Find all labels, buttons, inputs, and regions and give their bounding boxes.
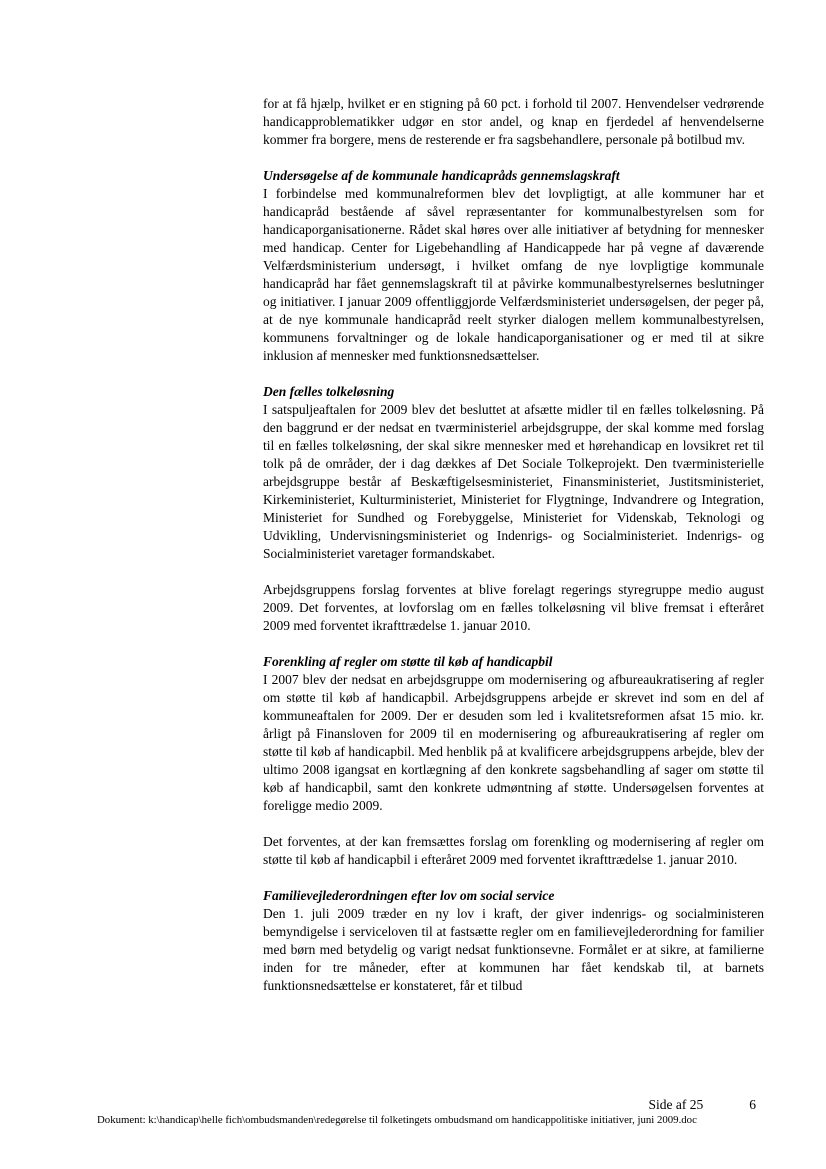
- section-heading: Familievejlederordningen efter lov om social service: [263, 888, 555, 903]
- page-number: 6: [749, 1097, 756, 1112]
- paragraph: I satspuljeaftalen for 2009 blev det besluttet at afsætte midler til en fælles tolkeløsning. På den baggrund er der nedsat en tværministeriel arbejdsgruppe, der skal komme med forslag til en fælles tolkeløsning, der skal sikre mennesker med et hørehandicap en lovsikret ret til tolk på de områder, der i dag dækkes af Det Sociale Tolkeprojekt. Den tværministerielle arbejdsgruppe består af Beskæftigelsesministeriet, Finansministeriet, Justitsministeriet, Kirkeministeriet, Kulturministeriet, Ministeriet for Flygtninge, Indvandrere og Integration, Ministeriet for Sundhed og Forebyggelse, Ministeriet for Videnskab, Teknologi og Udvikling, Undervisningsministeriet og Indenrigs- og Socialministeriet. Indenrigs- og Socialministeriet varetager formandskabet.: [263, 402, 764, 561]
- paragraph: Det forventes, at der kan fremsættes forslag om forenkling og modernisering af regler om støtte til køb af handicapbil i efteråret 2009 med forventet ikrafttrædelse 1. januar 2010.: [263, 834, 764, 867]
- paragraph: Den 1. juli 2009 træder en ny lov i kraft, der giver indenrigs- og socialministeren bemyndigelse i serviceloven til at fastsætte regler om en familievejlederordning for familier med børn med betydelig og varigt nedsat funktionsevne. Formålet er at sikre, at familierne inden for tre måneder, efter at kommunen har fået kendskab til, at barnets funktionsnedsættelse er konstateret, får et tilbud: [263, 906, 764, 993]
- document-path: Dokument: k:\handicap\helle fich\ombudsmanden\redegørelse til folketingets ombudsmand om handicappolitiske initiativer, juni 2009.doc: [97, 1114, 697, 1126]
- paragraph: for at få hjælp, hvilket er en stigning på 60 pct. i forhold til 2007. Henvendelser vedrørende handicapproblematikker udgør en stor andel, og knap en fjerdedel af henvendelserne kommer fra borgere, mens de resterende er fra sagsbehandlere, personale på botilbud mv.: [263, 96, 764, 147]
- section-heading: Forenkling af regler om støtte til køb af handicapbil: [263, 654, 553, 669]
- page-count-label: Side af 25: [648, 1097, 704, 1112]
- paragraph: I forbindelse med kommunalreformen blev det lovpligtigt, at alle kommuner har et handicapråd bestående af såvel repræsentanter for kommunalbestyrelsen som for handicaporganisationerne. Rådet skal høres over alle initiativer af betydning for mennesker med handicap. Center for Ligebehandling af Handicappede har på vegne af daværende Velfærdsministerium undersøgt, i hvilket omfang de nye lovpligtige kommunale handicapråd har fået gennemslagskraft til at påvirke kommunalbestyrelsernes beslutninger og initiativer. I januar 2009 offentliggjorde Velfærdsministeriet undersøgelsen, der peger på, at de nye kommunale handicapråd reelt styrker dialogen mellem kommunalbestyrelsen, kommunens forvaltninger og de lokale handicaporganisationer og er med til at sikre inklusion af mennesker med funktionsnedsættelser.: [263, 186, 764, 363]
- section-heading: Den fælles tolkeløsning: [263, 384, 395, 399]
- document-content: [263, 95, 764, 1013]
- paragraph: I 2007 blev der nedsat en arbejdsgruppe om modernisering og afbureaukratisering af regler om støtte til køb af handicapbil. Arbejdsgruppens arbejde er skrevet ind som en del af kommuneaftalen for 2009. Der er desuden som led i kvalitetsreformen afsat 15 mio. kr. årligt på Finansloven for 2009 til en modernisering og afbureaukratisering af regler om støtte til køb af handicapbil. Med henblik på at kvalificere arbejdsgruppens arbejde, blev der ultimo 2008 igangsat en kortlægning af den konkrete sagsbehandling af sager om støtte til køb af handicapbil, samt den konkrete udmøntning af støtte. Undersøgelsen forventes at foreligge medio 2009.: [263, 672, 764, 813]
- footer-page-line: [263, 1096, 764, 1114]
- section-heading: Undersøgelse af de kommunale handicapråds gennemslagskraft: [263, 168, 620, 183]
- paragraph: Arbejdsgruppens forslag forventes at blive forelagt regerings styregruppe medio august 2009. Det forventes, at lovforslag om en fælles tolkeløsning vil blive fremsat i efteråret 2009 med forventet ikrafttrædelse 1. januar 2010.: [263, 582, 764, 633]
